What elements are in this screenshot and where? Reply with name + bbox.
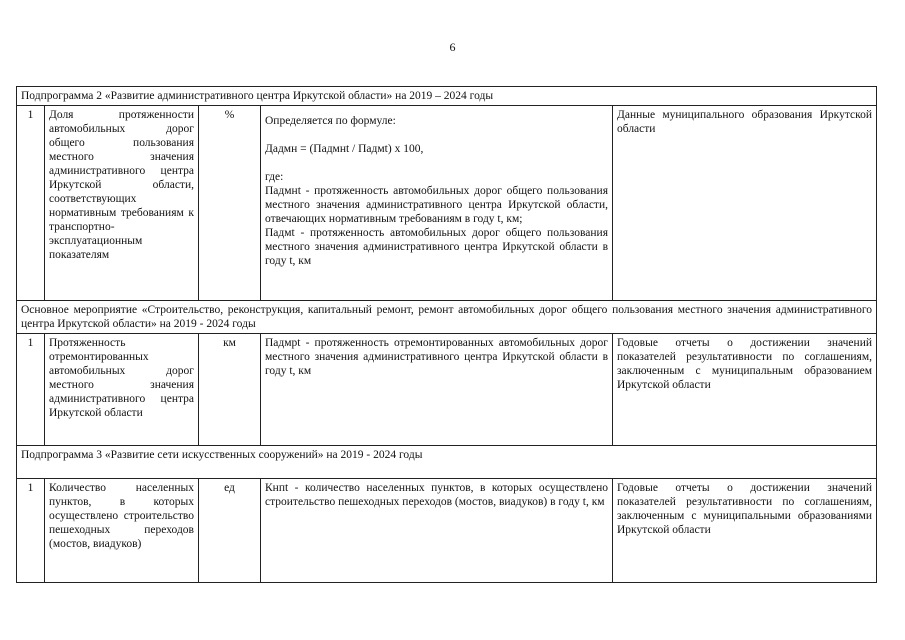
data-source: Данные муниципального образования Иркутской области bbox=[613, 106, 877, 301]
unit-cell: % bbox=[199, 106, 261, 301]
data-source: Годовые отчеты о достижении значений показателей результативности по соглашениям, заключенным с муниципальными образованиями Иркутской области bbox=[613, 479, 877, 583]
section-title: Подпрограмма 3 «Развитие сети искусственных сооружений» на 2019 - 2024 годы bbox=[17, 446, 877, 479]
row-number: 1 bbox=[17, 334, 45, 446]
section-row-subprogram-3 bbox=[17, 446, 877, 479]
section-row-main-event bbox=[17, 301, 877, 334]
method-cell: Падмpt - протяженность отремонтированных автомобильных дорог местного значения административного центра Иркутской области в году t, км bbox=[261, 334, 613, 446]
table-row bbox=[17, 334, 877, 446]
section-title: Подпрограмма 2 «Развитие административного центра Иркутской области» на 2019 – 2024 годы bbox=[17, 87, 877, 106]
method-cell bbox=[261, 106, 613, 301]
table-row bbox=[17, 479, 877, 583]
formula: Дадмн = (Падмнt / Падмt) х 100, bbox=[265, 143, 424, 155]
indicator-name: Протяженность отремонтированных автомобильных дорог местного значения административного центра Иркутской области bbox=[45, 334, 199, 446]
section-title: Основное мероприятие «Строительство, реконструкция, капитальный ремонт, ремонт автомобильных дорог общего пользования местного значения административного центра Иркутской области» на 2019 - 2024 годы bbox=[17, 301, 877, 334]
unit-cell: ед bbox=[199, 479, 261, 583]
page-number: 6 bbox=[449, 40, 456, 54]
row-number: 1 bbox=[17, 479, 45, 583]
method-intro: Определяется по формуле: bbox=[265, 115, 396, 127]
definition-2: Падмt - протяженность автомобильных дорог общего пользования местного значения административного центра Иркутской области в году t, км bbox=[265, 227, 608, 267]
unit-cell: км bbox=[199, 334, 261, 446]
definition-1: Падмнt - протяженность автомобильных дорог общего пользования местного значения административного центра Иркутской области, отвечающих нормативным требованиям в году t, км; bbox=[265, 185, 608, 225]
data-source: Годовые отчеты о достижении значений показателей результативности по соглашениям, заключенным с муниципальным образованием Иркутской области bbox=[613, 334, 877, 446]
method-cell: Кнпt - количество населенных пунктов, в которых осуществлено строительство пешеходных переходов (мостов, виадуков) в году t, км bbox=[261, 479, 613, 583]
where-label: где: bbox=[265, 171, 284, 183]
indicator-name: Количество населенных пунктов, в которых осуществлено строительство пешеходных переходов (мостов, виадуков) bbox=[45, 479, 199, 583]
row-number: 1 bbox=[17, 106, 45, 301]
indicators-table bbox=[16, 86, 877, 583]
indicator-name: Доля протяженности автомобильных дорог общего пользования местного значения административного центра Иркутской области, соответствующих нормативным требованиям к транспортно-эксплуатационным показателям bbox=[45, 106, 199, 301]
section-row-subprogram-2 bbox=[17, 87, 877, 106]
table-row bbox=[17, 106, 877, 301]
